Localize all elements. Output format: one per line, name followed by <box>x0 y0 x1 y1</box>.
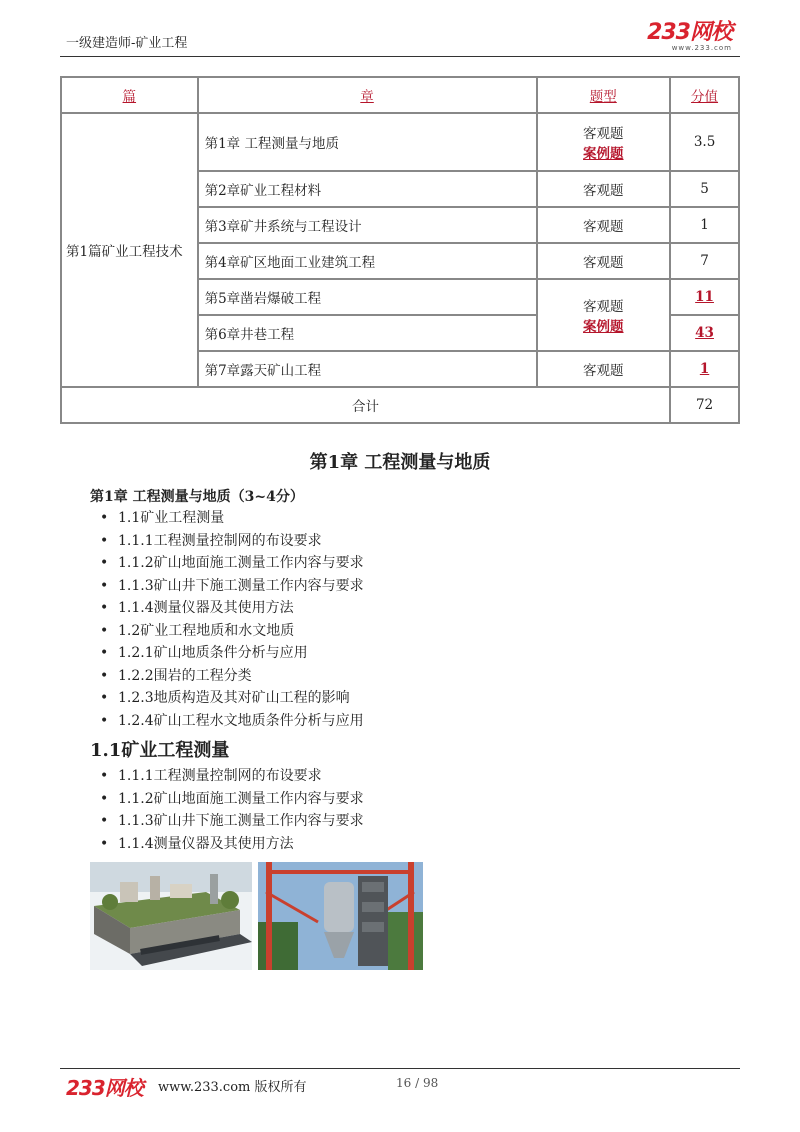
score-cell: 1 <box>670 207 739 243</box>
list-item: • 1.1.1工程测量控制网的布设要求 <box>100 530 364 553</box>
list-item: • 1.2.2围岩的工程分类 <box>100 665 364 688</box>
header-part[interactable]: 篇 <box>61 77 198 113</box>
list-item: • 1.1矿业工程测量 <box>100 507 364 530</box>
score-cell: 7 <box>670 243 739 279</box>
list-item: • 1.2.4矿山工程水文地质条件分析与应用 <box>100 710 364 733</box>
score-distribution-table <box>60 76 740 424</box>
score-link[interactable]: 43 <box>695 325 714 341</box>
score-link[interactable]: 11 <box>695 289 714 305</box>
type-cell: 客观题 <box>537 243 671 279</box>
type-objective: 客观题 <box>583 126 624 142</box>
part-cell: 第1篇矿业工程技术 <box>61 113 198 387</box>
shaft-headframe-photo <box>258 862 423 970</box>
subsection-outline-list <box>100 765 364 855</box>
chapter-cell: 第3章矿井系统与工程设计 <box>198 207 537 243</box>
score-cell: 3.5 <box>670 113 739 171</box>
list-item: • 1.1.2矿山地面施工测量工作内容与要求 <box>100 788 364 811</box>
score-link[interactable]: 1 <box>699 361 710 377</box>
chapter-cell: 第4章矿区地面工业建筑工程 <box>198 243 537 279</box>
chapter-cell: 第5章凿岩爆破工程 <box>198 279 537 315</box>
logo-brand-text: 233网校 <box>647 20 732 45</box>
section-subheading: 第1章 工程测量与地质（3~4分） <box>90 489 304 505</box>
list-item: • 1.1.1工程测量控制网的布设要求 <box>100 765 364 788</box>
header-score[interactable]: 分值 <box>670 77 739 113</box>
footer-logo: 233网校 <box>66 1076 143 1100</box>
logo-url-text: www.233.com <box>671 44 732 52</box>
subsection-heading: 1.1矿业工程测量 <box>90 740 230 761</box>
type-case-link[interactable]: 案例题 <box>583 319 624 335</box>
list-item: • 1.1.2矿山地面施工测量工作内容与要求 <box>100 552 364 575</box>
document-header-title: 一级建造师-矿业工程 <box>66 36 188 51</box>
type-cell: 客观题 <box>537 171 671 207</box>
total-score: 72 <box>670 387 739 423</box>
list-item: • 1.1.4测量仪器及其使用方法 <box>100 597 364 620</box>
chapter-cell: 第2章矿业工程材料 <box>198 171 537 207</box>
header-divider <box>60 56 740 57</box>
table-row <box>61 113 739 171</box>
list-item: • 1.2矿业工程地质和水文地质 <box>100 620 364 643</box>
score-cell: 5 <box>670 171 739 207</box>
type-objective: 客观题 <box>583 299 624 315</box>
table-header-row <box>61 77 739 113</box>
type-cell-merged <box>537 279 671 351</box>
chapter-outline-list <box>100 507 364 732</box>
header-chapter[interactable]: 章 <box>198 77 537 113</box>
mine-facility-illustration <box>90 862 252 970</box>
type-cell: 客观题 <box>537 207 671 243</box>
list-item: • 1.1.4测量仪器及其使用方法 <box>100 833 364 856</box>
section-title: 第1章 工程测量与地质 <box>309 452 491 473</box>
score-cell <box>670 279 739 315</box>
list-item: • 1.1.3矿山井下施工测量工作内容与要求 <box>100 810 364 833</box>
footer-divider <box>60 1068 740 1069</box>
chapter-cell: 第1章 工程测量与地质 <box>198 113 537 171</box>
type-cell <box>537 113 671 171</box>
headframe-illustration <box>258 862 423 970</box>
brand-logo <box>647 22 732 52</box>
chapter-cell: 第6章井巷工程 <box>198 315 537 351</box>
list-item: • 1.2.3地质构造及其对矿山工程的影响 <box>100 687 364 710</box>
score-cell <box>670 315 739 351</box>
chapter-cell: 第7章露天矿山工程 <box>198 351 537 387</box>
table-total-row <box>61 387 739 423</box>
total-label: 合计 <box>61 387 670 423</box>
list-item: • 1.2.1矿山地质条件分析与应用 <box>100 642 364 665</box>
type-case-link[interactable]: 案例题 <box>583 146 624 162</box>
type-cell: 客观题 <box>537 351 671 387</box>
page-number: 16 / 98 <box>396 1076 439 1090</box>
mine-facility-photo <box>90 862 252 970</box>
header-type[interactable]: 题型 <box>537 77 671 113</box>
score-cell <box>670 351 739 387</box>
list-item: • 1.1.3矿山井下施工测量工作内容与要求 <box>100 575 364 598</box>
footer-copyright: www.233.com 版权所有 <box>158 1080 307 1095</box>
